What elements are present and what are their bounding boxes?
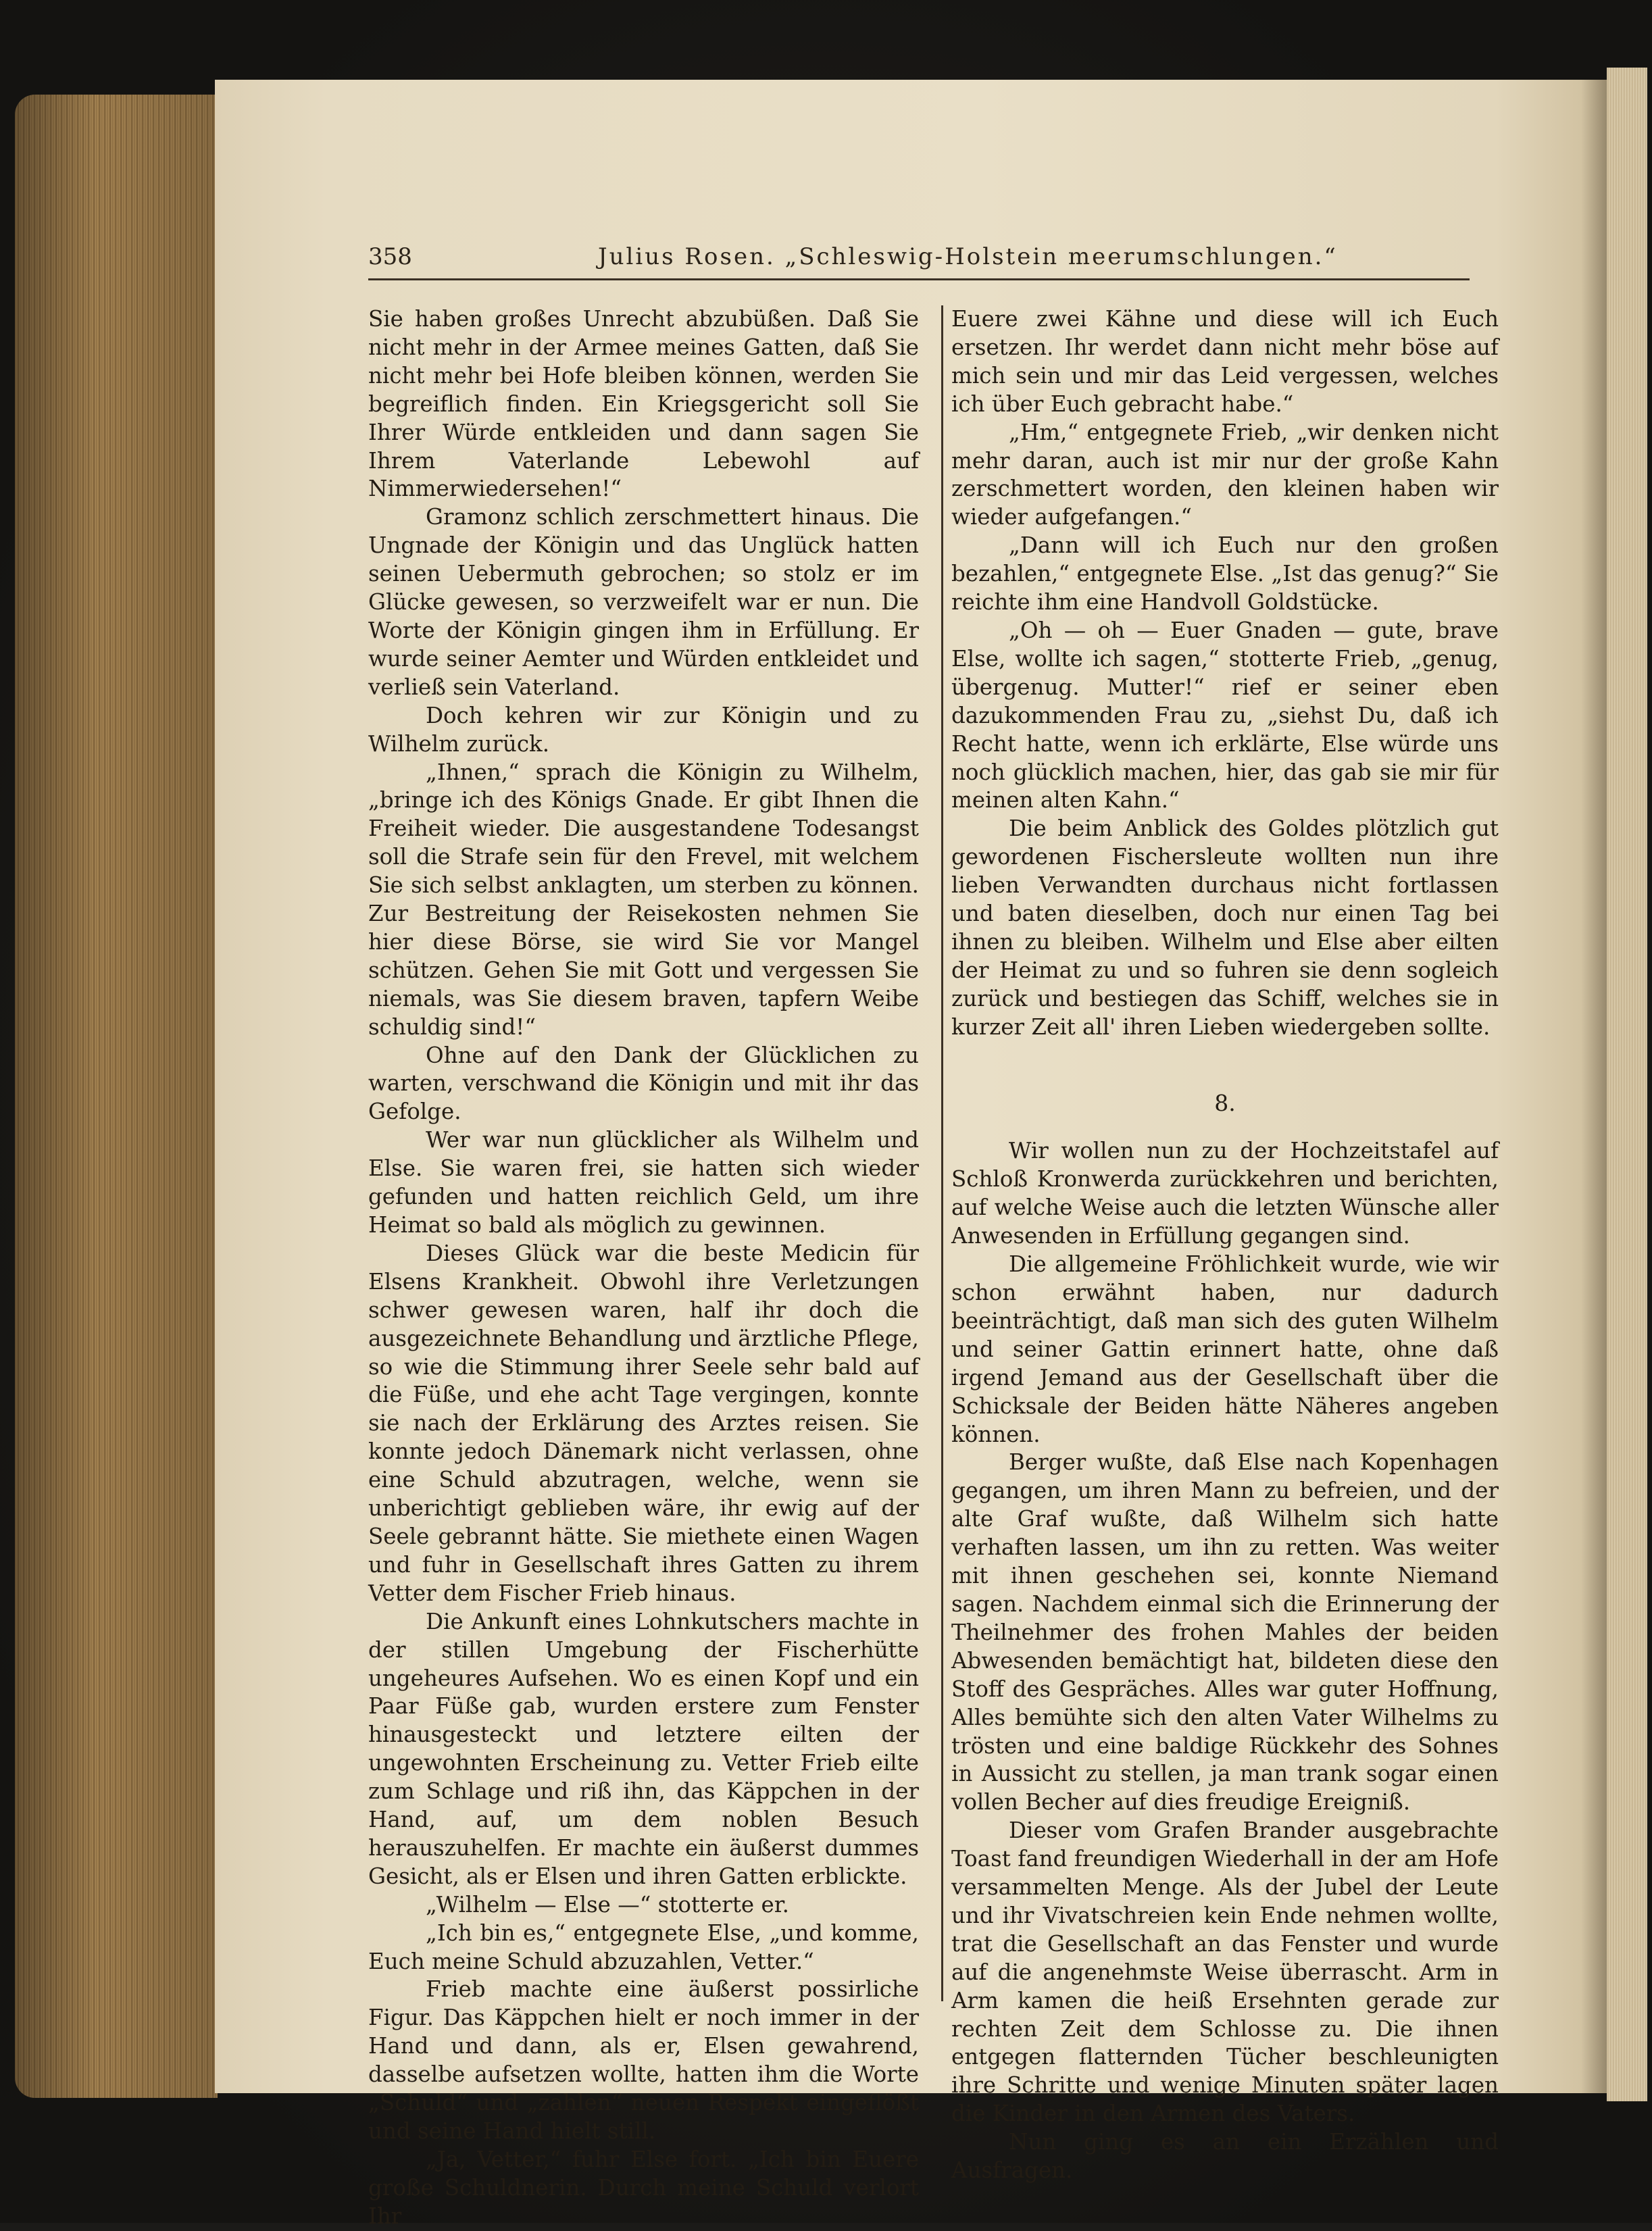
page-gutter (1581, 80, 1608, 2093)
paragraph: „Wilhelm — Else —“ stotterte er. (426, 1891, 789, 1917)
section-number: 8. (1214, 1089, 1236, 1116)
paragraph: Die beim Anblick des Goldes plötzlich gut gewordenen Fischersleute wollten nun ihre lieben Verwandten durchaus nicht fortlassen und baten dieselben, doch nur einen Tag bei ihnen zu bleiben. Wilhelm und Else aber eilten der Heimat zu und so fuhren sie denn sogleich zurück und bestiegen das Schiff, welches sie in kurzer Zeit all' ihren Lieben wiedergeben sollte. (951, 816, 1499, 1040)
paragraph: „Dann will ich Euch nur den großen bezahlen,“ entgegnete Else. „Ist das genug?“ Sie reichte ihm eine Handvoll Goldstücke. (951, 532, 1499, 616)
paragraph: Die Ankunft eines Lohnkutschers machte in der stillen Umgebung der Fischerhütte ungeheures Aufsehen. Wo es einen Kopf und ein Paar Füße gab, wurden erstere zum Fenster hinausgesteckt und letztere eilten der ungewohnten Erscheinung zu. Vetter Frieb eilte zum Schlage und riß ihn, das Käppchen in der Hand, auf, um dem noblen Besuch herauszuhelfen. Er machte ein äußerst dummes Gesicht, als er Elsen und ihren Gatten erblickte. (368, 1608, 919, 1889)
paragraph: „Ich bin es,“ entgegnete Else, „und komme, Euch meine Schuld abzuzahlen, Vetter.“ (368, 1920, 919, 1974)
running-head: Julius Rosen. „Schleswig-Holstein meerumschlungen.“ (598, 243, 1338, 270)
paragraph: Doch kehren wir zur Königin und zu Wilhelm zurück. (368, 702, 919, 757)
paragraph: Ohne auf den Dank der Glücklichen zu warten, verschwand die Königin und mit ihr das Gefolge. (368, 1042, 919, 1125)
page-header (368, 243, 1470, 284)
paragraph: Die allgemeine Fröhlichkeit wurde, wie wir schon erwähnt haben, nur dadurch beeinträchtigt, daß man sich des guten Wilhelm und seiner Gattin erinnert hatte, ohne daß irgend Jemand aus der Gesellschaft über die Schicksale der Beiden hätte Näheres angeben können. (951, 1251, 1499, 1447)
paragraph: „Oh — oh — Euer Gnaden — gute, brave Else, wollte ich sagen,“ stotterte Frieb, „genug, übergenug. Mutter!“ rief er seiner eben dazukommenden Frau zu, „siehst Du, daß ich Recht hatte, wenn ich erklärte, Else würde uns noch glücklich machen, hier, das gab sie mir für meinen alten Kahn.“ (951, 617, 1499, 813)
paragraph: „Hm,“ entgegnete Frieb, „wir denken nicht mehr daran, auch ist mir nur der große Kahn zerschmettert worden, den kleinen haben wir wieder aufgefangen.“ (951, 419, 1499, 530)
paragraph: Dieser vom Grafen Brander ausgebrachte Toast fand freundigen Wiederhall in der am Hofe versammelten Menge. Als der Jubel der Leute und ihr Vivatschreien kein Ende nehmen wollte, trat die Gesellschaft an das Fenster und wurde auf die angenehmste Weise überrascht. Arm in Arm kamen die heiß Ersehnten gerade zur rechten Zeit dem Schlosse zu. Die ihnen entgegen flatternden Tücher beschleunigten ihre Schritte und wenige Minuten später lagen die Kinder in den Armen des Vaters. (951, 1818, 1499, 2127)
paragraph: Euere zwei Kähne und diese will ich Euch ersetzen. Ihr werdet dann nicht mehr böse auf mich sein und mir das Leid vergessen, welches ich über Euch gebracht habe.“ (951, 306, 1499, 417)
paragraph: Wir wollen nun zu der Hochzeitstafel auf Schloß Kronwerda zurückkehren und berichten, auf welche Weise auch die letzten Wünsche aller Anwesenden in Erfüllung gegangen sind. (951, 1138, 1499, 1249)
facing-page-edge (1607, 68, 1647, 2101)
left-column (368, 305, 919, 2231)
fore-edge-shading (15, 95, 218, 2098)
column-divider (941, 305, 943, 2001)
paragraph: Gramonz schlich zerschmettert hinaus. Die Ungnade der Königin und das Unglück hatten seinen Uebermuth gebrochen; so stolz er im Glücke gewesen, so verzweifelt war er nun. Die Worte der Königin gingen ihm in Erfüllung. Er wurde seiner Aemter und Würden entkleidet und verließ sein Vaterland. (368, 504, 919, 700)
paragraph: Nun ging es an ein Erzählen und Ausfragen. (951, 2129, 1499, 2184)
paragraph: „Ihnen,“ sprach die Königin zu Wilhelm, „bringe ich des Königs Gnade. Er gibt Ihnen die Freiheit wieder. Die ausgestandene Todesangst soll die Strafe sein für den Frevel, mit welchem Sie sich selbst anklagten, um sterben zu können. Zur Bestreitung der Reisekosten nehmen Sie hier diese Börse, sie wird Sie vor Mangel schützen. Gehen Sie mit Gott und vergessen Sie niemals, was Sie diesem braven, tapfern Weibe schuldig sind!“ (368, 759, 919, 1040)
header-rule (368, 278, 1470, 280)
paragraph: Berger wußte, daß Else nach Kopenhagen gegangen, um ihren Mann zu befreien, und der alte Graf wußte, daß Wilhelm sich hatte verhaften lassen, um ihn zu retten. Was weiter mit ihnen geschehen sei, konnte Niemand sagen. Nachdem einmal sich die Erinnerung der Theilnehmer des frohen Mahles der beiden Abwesenden bemächtigt hat, bildeten diese den Stoff des Gespräches. Alles war guter Hoffnung, Alles bemühte sich den alten Vater Wilhelms zu trösten und eine baldige Rückkehr des Sohnes in Aussicht zu stellen, ja man trank sogar einen vollen Becher auf dies freudige Ereigniß. (951, 1449, 1499, 1815)
paragraph: Wer war nun glücklicher als Wilhelm und Else. Sie waren frei, sie hatten sich wieder gefunden und hatten reichlich Geld, um ihre Heimat so bald als möglich zu gewinnen. (368, 1127, 919, 1238)
paragraph: Dieses Glück war die beste Medicin für Elsens Krankheit. Obwohl ihre Verletzungen schwer gewesen waren, half ihr doch die ausgezeichnete Behandlung und ärztliche Pflege, so wie die Stimmung ihrer Seele sehr bald auf die Füße, und ehe acht Tage vergingen, konnte sie nach der Erklärung des Arztes reisen. Sie konnte jedoch Dänemark nicht verlassen, ohne eine Schuld abzutragen, welche, wenn sie unberichtigt geblieben wäre, ihr ewig auf der Seele gebrannt hätte. Sie miethete einen Wagen und fuhr in Gesellschaft ihres Gatten zu ihrem Vetter dem Fischer Frieb hinaus. (368, 1240, 919, 1606)
page-number: 358 (368, 243, 412, 270)
paragraph: „Ja, Vetter,“ fuhr Else fort. „Ich bin Euere große Schuldnerin. Durch meine Schuld verlort Ihr (368, 2146, 919, 2229)
paragraph: Frieb machte eine äußerst possirliche Figur. Das Käppchen hielt er noch immer in der Hand und dann, als er, Elsen gewahrend, dasselbe aufsetzen wollte, hatten ihm die Worte „Schuld“ und „zahlen“ neuen Respekt eingeflößt und seine Hand hielt still. (368, 1976, 919, 2144)
paragraph: Sie haben großes Unrecht abzubüßen. Daß Sie nicht mehr in der Armee meines Gatten, daß Sie nicht mehr bei Hofe bleiben können, werden Sie begreiflich finden. Ein Kriegsgericht soll Sie Ihrer Würde entkleiden und dann sagen Sie Ihrem Vaterlande Lebewohl auf Nimmerwiedersehen!“ (368, 306, 919, 502)
right-column (951, 305, 1499, 2185)
